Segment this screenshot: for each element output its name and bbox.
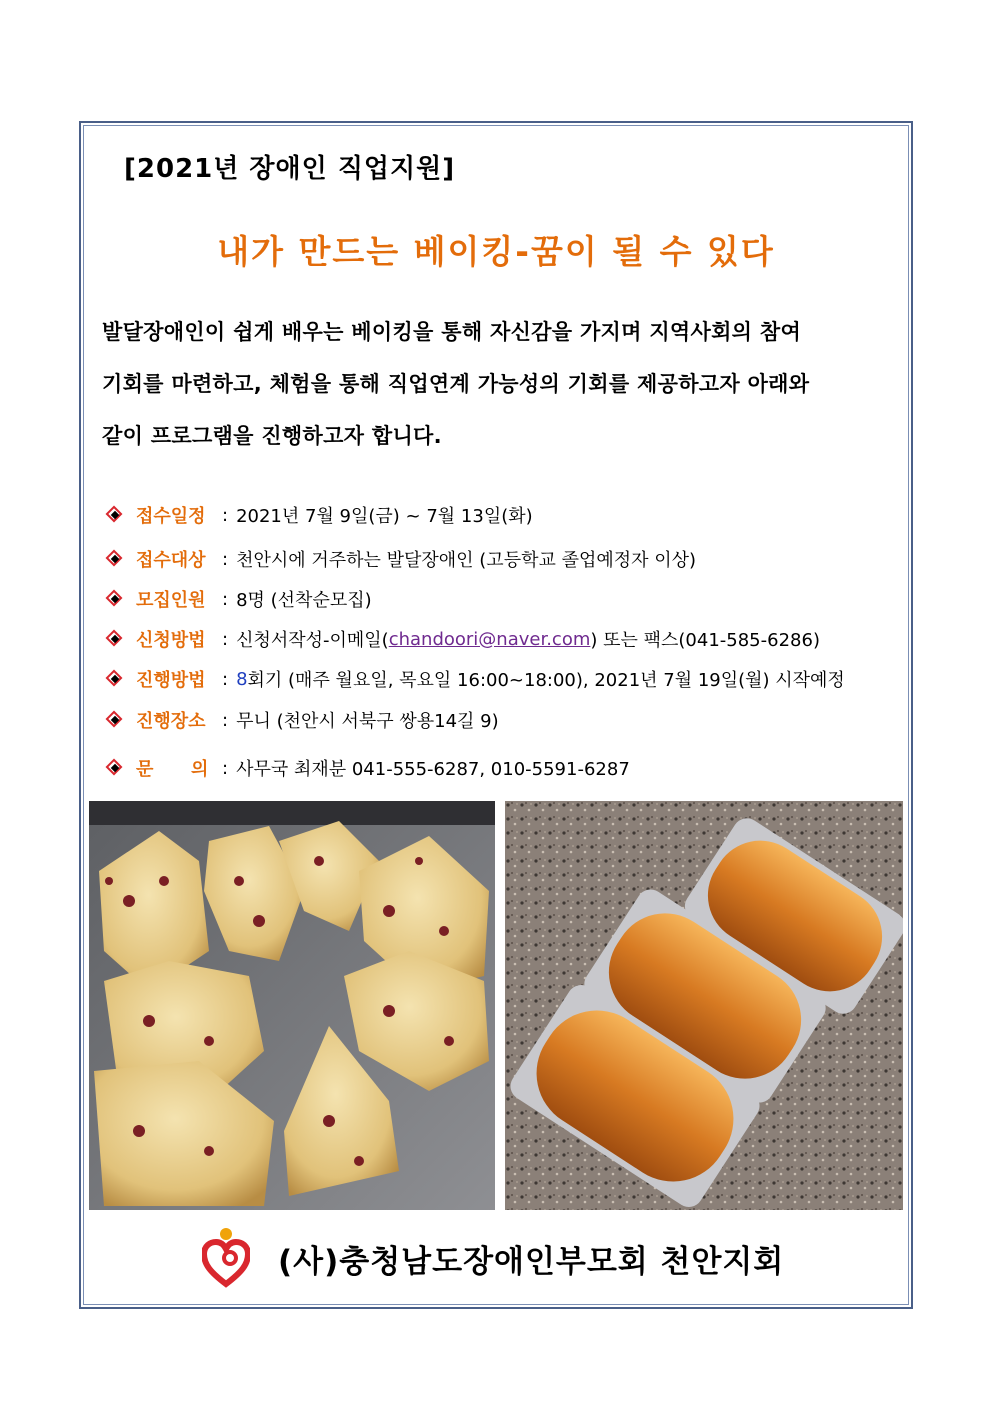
method-label: 진행방법 — [136, 670, 206, 691]
colon: : — [222, 709, 229, 731]
colon: : — [222, 548, 229, 570]
apply-suffix: ) 또는 팩스(041-585-6286) — [590, 630, 820, 651]
apply-label: 신청방법 — [136, 630, 206, 651]
capacity-label: 모집인원 — [136, 590, 206, 611]
organization-name: (사)충청남도장애인부모회 천안지회 — [278, 1244, 785, 1280]
info-row-capacity — [106, 585, 372, 613]
scones-photo — [89, 801, 495, 1210]
colon: : — [222, 757, 229, 779]
colon: : — [222, 504, 229, 526]
capacity-value: 8명 (선착순모집) — [236, 590, 372, 611]
target-label: 접수대상 — [136, 550, 206, 571]
intro-line-1: 발달장애인이 쉽게 배우는 베이킹을 통해 자신감을 가지며 지역사회의 참여 — [102, 320, 802, 344]
diamond-bullet-icon — [106, 590, 124, 608]
diamond-bullet-icon — [106, 759, 124, 777]
contact-value: 사무국 최재분 041-555-6287, 010-5591-6287 — [236, 759, 630, 780]
colon: : — [222, 628, 229, 650]
heart-logo-icon — [202, 1226, 250, 1290]
target-value: 천안시에 거주하는 발달장애인 (고등학교 졸업예정자 이상) — [236, 550, 697, 571]
contact-label: 문 의 — [136, 759, 209, 780]
diamond-bullet-icon — [106, 711, 124, 729]
info-row-target — [106, 545, 696, 573]
intro-line-3: 같이 프로그램을 진행하고자 합니다. — [102, 424, 442, 448]
diamond-bullet-icon — [106, 506, 124, 524]
schedule-value: 2021년 7월 9일(금) ~ 7월 13일(화) — [236, 506, 533, 527]
place-value: 무니 (천안시 서북구 쌍용14길 9) — [236, 711, 499, 732]
colon: : — [222, 588, 229, 610]
header-tag: [2021년 장애인 직업지원] — [124, 154, 456, 184]
method-value: 회기 (매주 월요일, 목요일 16:00~18:00), 2021년 7월 19일(월) 시작예정 — [247, 670, 845, 691]
info-row-place — [106, 706, 499, 734]
schedule-label: 접수일정 — [136, 506, 206, 527]
info-row-schedule — [106, 501, 533, 529]
bread-photo — [505, 801, 903, 1210]
diamond-bullet-icon — [106, 630, 124, 648]
place-label: 진행장소 — [136, 711, 206, 732]
intro-line-2: 기회를 마련하고, 체험을 통해 직업연계 가능성의 기회를 제공하고자 아래와 — [102, 372, 810, 396]
main-title: 내가 만드는 베이킹-꿈이 될 수 있다 — [217, 232, 775, 271]
method-count: 8 — [236, 668, 248, 690]
info-row-method — [106, 665, 845, 693]
colon: : — [222, 668, 229, 690]
info-row-apply — [106, 625, 820, 653]
apply-prefix: 신청서작성-이메일( — [236, 630, 389, 651]
diamond-bullet-icon — [106, 670, 124, 688]
info-row-contact — [106, 754, 630, 782]
email-link[interactable]: chandoori@naver.com — [388, 628, 591, 650]
diamond-bullet-icon — [106, 550, 124, 568]
